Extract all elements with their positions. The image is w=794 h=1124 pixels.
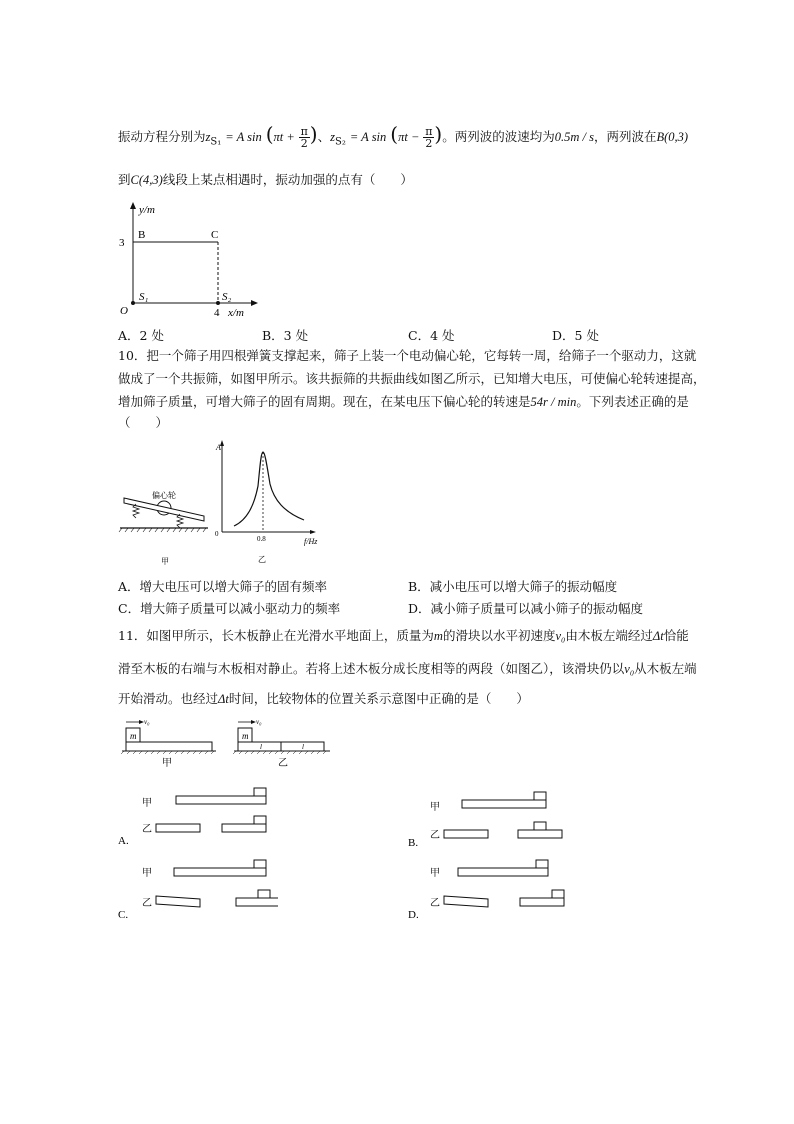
block-c-yi — [258, 890, 270, 898]
board-a-jia — [176, 796, 266, 804]
board-c-jia — [174, 868, 266, 876]
block-a-jia — [254, 788, 266, 796]
q9-option-d[interactable]: D．5 处 — [552, 328, 599, 343]
row-label-jia-a: 甲 — [142, 798, 152, 809]
board-b-jia — [462, 800, 546, 808]
q9-option-c[interactable]: C．4 处 — [408, 328, 455, 343]
y-tick-3: 3 — [119, 237, 125, 249]
fig-caption-jia: 甲 — [161, 557, 169, 566]
point-S1 — [131, 301, 135, 305]
block-b-jia — [534, 792, 546, 800]
q10-fig-yi — [212, 436, 324, 566]
q9-line2: 到C(4,3)线段上某点相遇时，振动加强的点有（ ） — [118, 172, 413, 187]
board-d-yi-right — [520, 898, 564, 906]
curve-x-label: f/Hz — [304, 537, 318, 546]
curve-origin: 0 — [215, 530, 219, 538]
board-d-yi-left — [444, 896, 488, 907]
board-jia — [126, 742, 212, 751]
v0-label-jia: v₀ — [144, 718, 150, 726]
row-label-yi-c: 乙 — [142, 898, 152, 909]
origin-label: O — [120, 305, 128, 317]
option-d-label: D. — [408, 909, 419, 920]
curve-x-arrow — [310, 530, 316, 534]
x-axis-label: x/m — [228, 307, 244, 319]
q11-line1: 11．如图甲所示，长木板静止在光滑水平地面上，质量为m的滑块以水平初速度v₀由木板左端经过Δt恰能 — [118, 628, 689, 643]
block-d-jia — [536, 860, 548, 868]
q9-option-a[interactable]: A．2 处 — [118, 328, 164, 343]
option-b-label: B. — [408, 837, 419, 849]
q10-line3: 增加筛子质量，可增大筛子的固有周期。现在，在某电压下偏心轮的转速是54r / min。下列表述正确的是 — [118, 394, 689, 409]
q11-line3: 开始滑动。也经过Δt时间，比较物体的位置关系示意图中正确的是（ ） — [118, 691, 529, 706]
q9-option-b[interactable]: B．3 处 — [262, 328, 309, 343]
m-label-jia: m — [130, 731, 137, 741]
q9-line1: 振动方程分别为$z_{S_1} = A$ $\sin (\pi t + \frac{\pi}{2})$、$z_{S_2} = A$ $\sin (\pi t - \frac{\pi}{2})$。两列波的波速均为0.5m / s，两列波在B(0,3) — [118, 122, 689, 150]
q11-option-b-figure[interactable] — [408, 790, 568, 850]
label-S1: S₁ — [139, 291, 149, 303]
v0-label-yi: v₀ — [256, 718, 262, 726]
label-C: C — [211, 229, 219, 241]
row-label-yi-b: 乙 — [430, 830, 440, 841]
y-axis-arrow — [130, 202, 136, 209]
x-axis-arrow — [251, 300, 258, 306]
q10-option-b[interactable]: B．减小电压可以增大筛子的振动幅度 — [408, 579, 618, 594]
m-label-yi: m — [242, 731, 249, 741]
option-a-label: A. — [118, 835, 129, 847]
x-tick-4: 4 — [214, 307, 220, 319]
curve-peak-tick: 0.8 — [257, 535, 266, 543]
q11-option-c-figure[interactable] — [118, 856, 278, 920]
board-c-yi-left — [156, 896, 200, 907]
board-b-yi-left — [444, 830, 488, 838]
l-label-left: l — [260, 743, 262, 751]
label-S2: S₂ — [222, 291, 232, 303]
block-a-yi — [254, 816, 266, 824]
q10-line1: 10．把一个筛子用四根弹簧支撑起来，筛子上装一个电动偏心轮，它每转一周，给筛子一个驱动力，这就 — [118, 348, 697, 363]
point-S2 — [216, 301, 220, 305]
q11-option-a-figure[interactable] — [118, 784, 278, 848]
block-c-jia — [254, 860, 266, 868]
row-label-yi-d: 乙 — [430, 898, 440, 909]
q10-line4: （ ） — [118, 415, 169, 430]
label-B: B — [138, 229, 146, 241]
l-label-right: l — [302, 743, 304, 751]
board-a-yi-right — [222, 824, 266, 832]
fig-caption-yi: 乙 — [258, 555, 266, 564]
option-c-label: C. — [118, 909, 129, 920]
caption-jia: 甲 — [162, 758, 172, 769]
eccentric-wheel-label: 偏心轮 — [152, 491, 176, 500]
resonance-curve — [234, 452, 304, 526]
curve-y-label: A — [216, 443, 221, 452]
q10-option-d[interactable]: D．减小筛子质量可以减小筛子的振动幅度 — [408, 601, 644, 616]
row-label-jia-c: 甲 — [142, 868, 152, 879]
caption-yi: 乙 — [278, 758, 288, 769]
q10-option-a[interactable]: A．增大电压可以增大筛子的固有频率 — [118, 579, 328, 594]
board-a-yi-left — [156, 824, 200, 832]
block-d-yi — [552, 890, 564, 898]
block-b-yi — [534, 822, 546, 830]
q10-option-c[interactable]: C．增大筛子质量可以减小驱动力的频率 — [118, 601, 341, 616]
q10-fig-jia — [118, 478, 212, 568]
q11-setup-figures — [120, 714, 336, 770]
q10-line2: 做成了一个共振筛，如图甲所示。该共振筛的共振曲线如图乙所示，已知增大电压，可使偏心轮转速提高， — [118, 371, 706, 386]
row-label-jia-b: 甲 — [430, 802, 440, 813]
q11-line2: 滑至木板的右端与木板相对静止。若将上述木板分成长度相等的两段（如图乙），该滑块仍以v₀从木板左端 — [118, 661, 697, 676]
board-d-jia — [458, 868, 548, 876]
board-c-yi-right — [236, 898, 278, 906]
q11-option-d-figure[interactable] — [408, 856, 568, 920]
board-b-yi-right — [518, 830, 562, 838]
q9-graph — [112, 200, 272, 320]
y-axis-label: y/m — [139, 204, 155, 216]
row-label-yi-a: 乙 — [142, 824, 152, 835]
row-label-jia-d: 甲 — [430, 868, 440, 879]
